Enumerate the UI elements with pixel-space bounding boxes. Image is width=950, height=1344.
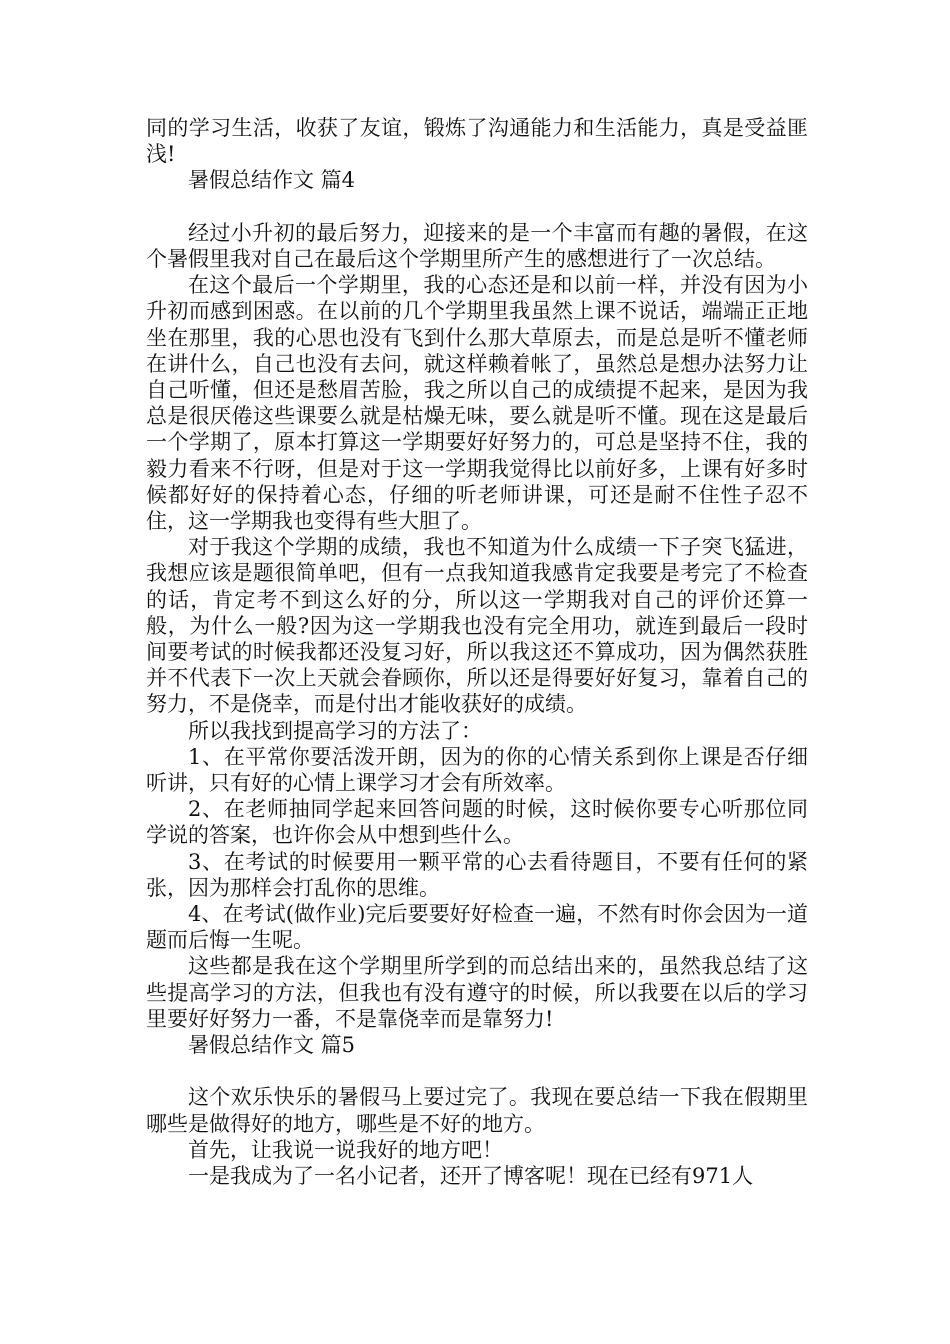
list-item: 2、在老师抽同学起来回答问题的时候，这时候你要专心听那位同学说的答案，也许你会从中想到些什么。 — [146, 797, 808, 848]
section-heading-4: 暑假总结作文 篇4 — [188, 168, 356, 193]
document-body — [146, 115, 808, 1189]
list-item: 4、在考试(做作业)完后要要好好检查一遍，不然有时你会因为一道题而后悔一生呢。 — [146, 902, 808, 953]
list-item: 1、在平常你要活泼开朗，因为的你的心情关系到你上课是否仔细听讲，只有好的心情上课学习才会有所效率。 — [146, 744, 808, 796]
paragraph: 一是我成为了一名小记者，还开了博客呢！现在已经有971人 — [188, 1164, 754, 1189]
paragraph: 在这个最后一个学期里，我的心态还是和以前一样，并没有因为小升初而感到困惑。在以前的几个学期里我虽然上课不说话，端端正正地坐在那里，我的心思也没有飞到什么那大草原去，而是总是听不懂老师在讲什么，自己也没有去问，就这样赖着帐了，虽然总是想办法努力让自己听懂，但还是愁眉苦脸，我之所以自己的成绩提不起来，是因为我总是很厌倦这些课要么就是枯燥无味，要么就是听不懂。现在这是最后一个学期了，原本打算这一学期要好好努力的，可总是坚持不住，我的毅力看来不行呀，但是对于这一学期我觉得比以前好多，上课有好多时候都好好的保持着心态，仔细的听老师讲课，可还是耐不住性子忍不住，这一学期我也变得有些大胆了。 — [146, 273, 808, 534]
paragraph: 经过小升初的最后努力，迎接来的是一个丰富而有趣的暑假，在这个暑假里我对自己在最后这个学期里所产生的感想进行了一次总结。 — [146, 220, 808, 271]
paragraph: 这个欢乐快乐的暑假马上要过完了。我现在要总结一下我在假期里哪些是做得好的地方，哪些是不好的地方。 — [146, 1085, 808, 1136]
paragraph: 首先，让我说一说我好的地方吧！ — [188, 1137, 503, 1162]
section-gap — [146, 1058, 808, 1084]
section-heading-5: 暑假总结作文 篇5 — [188, 1033, 356, 1058]
lead-paragraph: 同的学习生活，收获了友谊，锻炼了沟通能力和生活能力，真是受益匪浅! — [146, 116, 808, 167]
list-item: 3、在考试的时候要用一颗平常的心去看待题目，不要有任何的紧张，因为那样会打乱你的思维。 — [146, 849, 808, 900]
paragraph: 对于我这个学期的成绩，我也不知道为什么成绩一下子突飞猛进，我想应该是题很简单吧，但有一点我知道我感肯定我要是考完了不检查的话，肯定考不到这么好的分，所以这一学期我对自己的评价还算一般，为什么一般?因为这一学期我也没有完全用功，就连到最后一段时间要考试的时候我都还没复习好，所以我这还不算成功，因为偶然获胜并不代表下一次上天就会眷顾你，所以还是得要好好复习，靠着自己的努力，不是侥幸，而是付出才能收获好的成绩。 — [146, 535, 808, 717]
section-gap — [146, 194, 808, 220]
paragraph: 这些都是我在这个学期里所学到的而总结出来的，虽然我总结了这些提高学习的方法，但我也有没有遵守的时候，所以我要在以后的学习里要好好努力一番，不是靠侥幸而是靠努力! — [146, 954, 808, 1031]
paragraph: 所以我找到提高学习的方法了： — [188, 718, 482, 743]
